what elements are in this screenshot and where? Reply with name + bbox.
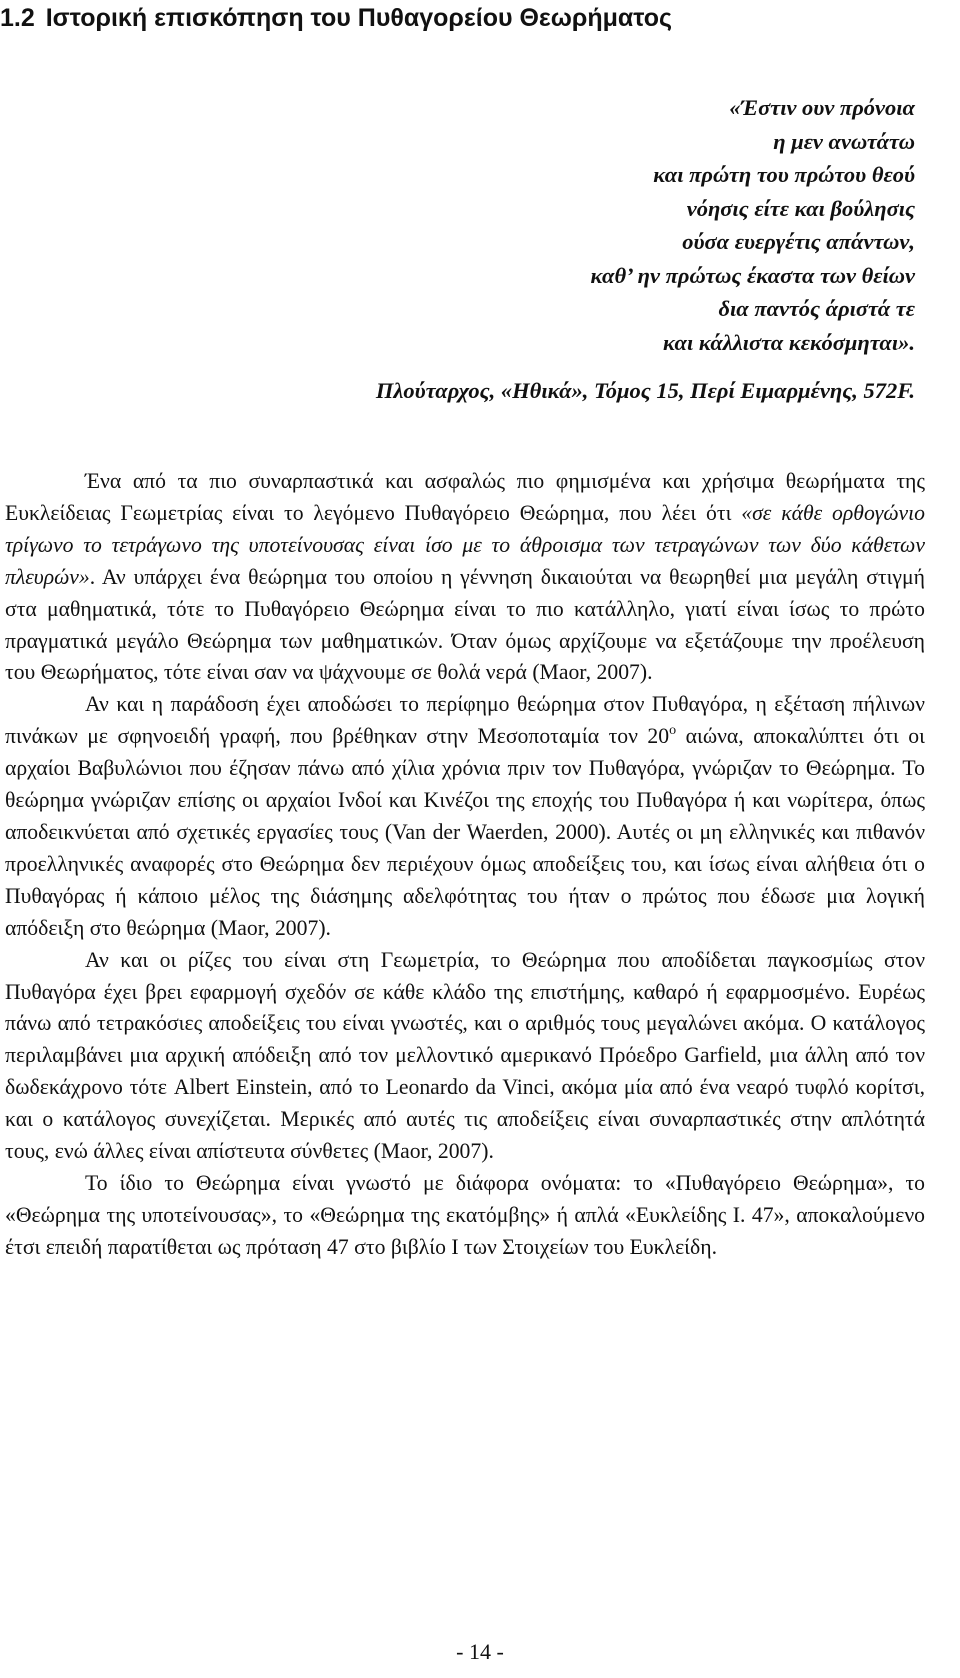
epigraph-line: καθ’ ην πρώτως έκαστα των θείων [590, 262, 915, 288]
paragraph-4: Το ίδιο το Θεώρημα είναι γνωστό με διάφορα ονόματα: το «Πυθαγόρειο Θεώρημα», το «Θεώρημα της υποτείνουσας», το «Θεώρημα της εκατόμβης» ή απλά «Ευκλείδης Ι. 47», αποκαλούμενο έτσι επειδή παρατίθεται ως πρόταση 47 στο βιβλίο Ι των Στοιχείων του Ευκλείδη. [5, 1170, 925, 1259]
epigraph-line: και κάλλιστα κεκόσμηται». [663, 329, 915, 355]
page-number: - 14 - [456, 1639, 504, 1664]
section-number: 1.2 [0, 4, 35, 32]
body-text [5, 466, 925, 1264]
epigraph-line: και πρώτη του πρώτου θεού [653, 162, 915, 187]
epigraph-line: «Έστιν ουν πρόνοια [729, 95, 915, 120]
section-heading [0, 2, 672, 34]
epigraph-line: νόησις είτε και βούλησις [686, 195, 915, 221]
paragraph-text: . Αν υπάρχει ένα θεώρημα του οποίου η γέννηση δικαιούται να θεωρηθεί μια μεγάλη στιγμή στα μαθηματικά, τότε το Πυθαγόρειο Θεώρημα είναι το πιο κατάλληλο, γιατί είναι ίσως το πρώτο πραγματικά μεγάλο Θεώρημα των μαθηματικών. Όταν όμως αρχίζουμε να εξετάζουμε την προέλευση του Θεωρήματος, τότε είναι σαν να ψάχνουμε σε θολά νερά (Maor, 2007). [5, 564, 925, 685]
paragraph-1 [5, 466, 925, 689]
epigraph-line: ούσα ευεργέτις απάντων, [682, 229, 915, 254]
epigraph [275, 91, 915, 359]
section-title: Ιστορική επισκόπηση του Πυθαγορείου Θεωρήματος [45, 4, 673, 32]
ordinal-superscript: ο [669, 723, 677, 739]
paragraph-2 [5, 689, 925, 944]
theorem-statement-quote: «σε κάθε ορθογώνιο τρίγωνο το τετράγωνο της υποτείνουσας είναι ίσο με το άθροισμα των τετραγώνων των δύο κάθετων πλευρών» [5, 500, 925, 589]
paragraph-text: Αν και η παράδοση έχει αποδώσει το περίφημο θεώρημα στον Πυθαγόρα, η εξέταση πήλινων πινάκων με σφηνοειδή γραφή, που βρέθηκαν στην Μεσοποταμία τον 20 [5, 692, 925, 749]
epigraph-attribution: Πλούταρχος, «Ηθικά», Τόμος 15, Περί Ειμαρμένης, 572F. [375, 378, 915, 403]
epigraph-line: η μεν ανωτάτω [773, 128, 915, 154]
paragraph-3: Αν και οι ρίζες του είναι στη Γεωμετρία, το Θεώρημα που αποδίδεται παγκοσμίως στον Πυθαγόρα έχει βρει εφαρμογή σχεδόν σε κάθε κλάδο της επιστήμης, καθαρό ή εφαρμοσμένο. Ευρέως πάνω από τετρακόσιες αποδείξεις του είναι γνωστές, και ο αριθμός τους μεγαλώνει ακόμα. Ο κατάλογος περιλαμβάνει μια αρχική απόδειξη από τον μελλοντικό αμερικανό Πρόεδρο Garfield, μια άλλη από τον δωδεκάχρονο τότε Albert Einstein, από το Leonardo da Vinci, ακόμα μία από ένα νεαρό τυφλό κορίτσι, και ο κατάλογος συνεχίζεται. Μερικές από αυτές τις αποδείξεις είναι συναρπαστικές στην απλότητά τους, ενώ άλλες είναι απίστευτα σύνθετες (Maor, 2007). [5, 947, 925, 1164]
paragraph-text: Ένα από τα πιο συναρπαστικά και ασφαλώς πιο φημισμένα και χρήσιμα θεωρήματα της Ευκλείδειας Γεωμετρίας είναι το λεγόμενο Πυθαγόρειο Θεώρημα, που λέει ότι [5, 469, 925, 525]
paragraph-text: αιώνα, αποκαλύπτει ότι οι αρχαίοι Βαβυλώνιοι που έζησαν πάνω από χίλια χρόνια πριν τον Πυθαγόρα, γνώριζαν το Θεώρημα. Το θεώρημα γνώριζαν επίσης οι αρχαίοι Ινδοί και Κινέζοι της εποχής του Πυθαγόρα ή και νωρίτερα, όπως αποδεικνύεται από σχετικές εργασίες τους (Van der Waerden, 2000). Αυτές οι μη ελληνικές και πιθανόν προελληνικές αναφορές στο Θεώρημα δεν περιέχουν όμως αποδείξεις του, και ίσως είναι αλήθεια ότι ο Πυθαγόρας ή κάποιο μέλος της διάσημης αδελφότητας του ήταν ο πρώτος που έδωσε μια λογική απόδειξη στο θεώρημα (Maor, 2007). [5, 724, 925, 940]
epigraph-line: δια παντός άριστά τε [718, 296, 915, 321]
